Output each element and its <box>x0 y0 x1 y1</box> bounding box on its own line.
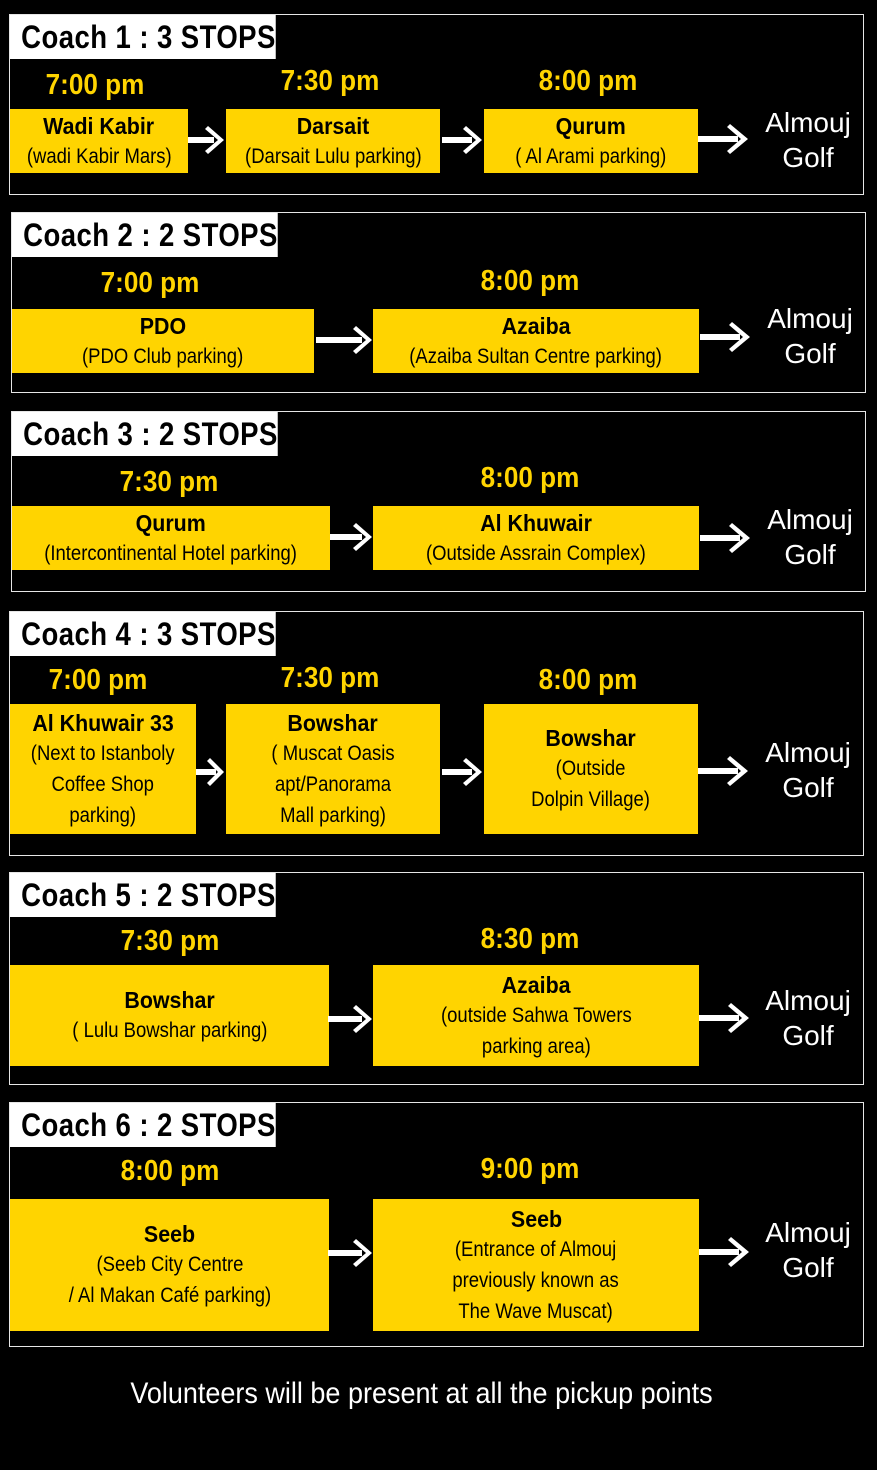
destination-label <box>755 301 865 371</box>
stop-time: 9:00 pm <box>480 1153 580 1185</box>
destination-line2: Golf <box>782 1252 834 1283</box>
stop-time: 8:00 pm <box>120 1155 220 1187</box>
stop-name: PDO <box>139 312 187 339</box>
stop-time: 7:00 pm <box>45 69 145 101</box>
stop-detail: (Intercontinental Hotel parking) <box>44 541 298 565</box>
arrow-right-icon <box>196 756 226 788</box>
stop-name: Seeb <box>510 1205 562 1232</box>
coach-3-panel <box>11 411 866 592</box>
stop-time: 7:30 pm <box>119 466 219 498</box>
destination-line1: Almouj <box>767 303 853 334</box>
destination-line2: Golf <box>782 142 834 173</box>
stop-box-azaiba <box>373 965 699 1066</box>
stop-box-al-khuwair-33 <box>10 704 196 834</box>
stop-time: 7:30 pm <box>280 662 380 694</box>
stop-name: Bowshar <box>545 725 637 751</box>
arrow-right-icon <box>442 756 484 788</box>
coach-title: Coach 2 : 2 STOPS <box>12 213 278 257</box>
arrow-right-icon <box>188 124 226 156</box>
destination-label <box>753 735 863 805</box>
stop-name: Seeb <box>143 1221 196 1247</box>
destination-line2: Golf <box>784 338 836 369</box>
destination-line1: Almouj <box>767 504 853 535</box>
destination-line2: Golf <box>784 539 836 570</box>
stop-name: Bowshar <box>287 709 379 736</box>
coach-2-panel <box>11 212 866 393</box>
stop-detail: (Outside Assrain Complex) <box>426 541 646 565</box>
destination-label <box>755 502 865 572</box>
stop-detail: (wadi Kabir Mars) <box>26 144 172 168</box>
arrow-right-icon <box>328 1003 374 1035</box>
stop-box-bowshar <box>10 965 329 1066</box>
stop-time: 8:00 pm <box>538 664 638 696</box>
stop-detail: (Outside Dolpin Village) <box>531 757 651 811</box>
stop-box-al-khuwair <box>373 506 699 570</box>
stop-name: Wadi Kabir <box>43 112 155 139</box>
stop-box-qurum <box>484 109 698 173</box>
stop-box-bowshar-dolpin <box>484 704 698 834</box>
stop-detail: (Entrance of Almouj previously known as The Wave Muscat) <box>452 1237 620 1323</box>
stop-time: 8:00 pm <box>480 462 580 494</box>
stop-name: Bowshar <box>124 987 215 1013</box>
stop-box-bowshar-oasis <box>226 704 440 834</box>
stop-time: 7:00 pm <box>48 664 148 696</box>
destination-line1: Almouj <box>765 737 851 768</box>
stop-box-azaiba <box>373 309 699 373</box>
destination-label <box>753 105 863 175</box>
stop-detail: (Darsait Lulu parking) <box>244 144 422 168</box>
stop-name: Al Khuwair 33 <box>32 709 174 736</box>
stop-time: 7:30 pm <box>280 65 380 97</box>
stop-detail: (Seeb City Centre / Al Makan Café parking) <box>68 1253 271 1307</box>
destination-label <box>753 983 863 1053</box>
arrow-right-icon <box>700 521 752 555</box>
coach-5-panel <box>9 872 864 1085</box>
arrow-right-icon <box>328 1237 374 1269</box>
stop-detail: ( Al Arami parking) <box>515 144 667 168</box>
stop-detail: ( Lulu Bowshar parking) <box>71 1019 268 1042</box>
stop-name: Qurum <box>555 112 627 139</box>
arrow-right-icon <box>442 124 484 156</box>
stop-name: Darsait <box>296 112 370 139</box>
stop-time: 7:30 pm <box>120 925 220 957</box>
coach-title: Coach 3 : 2 STOPS <box>12 412 278 456</box>
stop-detail: (PDO Club parking) <box>82 344 244 368</box>
coach-1-panel <box>9 14 864 195</box>
stop-box-qurum <box>12 506 330 570</box>
coach-title: Coach 5 : 2 STOPS <box>10 873 276 917</box>
coach-title: Coach 6 : 2 STOPS <box>10 1103 276 1147</box>
stop-box-darsait <box>226 109 440 173</box>
destination-label <box>753 1215 863 1285</box>
coach-title: Coach 4 : 3 STOPS <box>10 612 276 656</box>
destination-line1: Almouj <box>765 985 851 1016</box>
destination-line1: Almouj <box>765 107 851 138</box>
arrow-right-icon <box>699 1235 751 1269</box>
stop-box-pdo <box>12 309 314 373</box>
stop-box-seeb-almouj <box>373 1199 699 1331</box>
arrow-right-icon <box>330 521 374 553</box>
arrow-right-icon <box>699 1001 751 1035</box>
footer-note: Volunteers will be present at all the pickup points <box>130 1377 713 1410</box>
coach-6-panel <box>9 1102 864 1347</box>
destination-line2: Golf <box>782 1020 834 1051</box>
stop-detail: ( Muscat Oasis apt/Panorama Mall parking) <box>271 741 395 827</box>
stop-name: Azaiba <box>501 312 571 339</box>
destination-line2: Golf <box>782 772 834 803</box>
destination-line1: Almouj <box>765 1217 851 1248</box>
coach-4-panel <box>9 611 864 856</box>
arrow-right-icon <box>698 754 750 788</box>
stop-name: Azaiba <box>501 971 571 998</box>
stop-detail: (Azaiba Sultan Centre parking) <box>409 344 663 368</box>
stop-box-wadi-kabir <box>10 109 188 173</box>
stop-time: 8:30 pm <box>480 923 580 955</box>
stop-time: 8:00 pm <box>538 65 638 97</box>
stop-time: 7:00 pm <box>100 267 200 299</box>
stop-name: Al Khuwair <box>480 509 592 536</box>
arrow-right-icon <box>700 320 752 354</box>
stop-name: Qurum <box>135 509 207 536</box>
arrow-right-icon <box>698 122 750 156</box>
arrow-right-icon <box>316 324 374 356</box>
stop-detail: (Next to Istanboly Coffee Shop parking) <box>31 741 175 827</box>
stop-time: 8:00 pm <box>480 265 580 297</box>
coach-title: Coach 1 : 3 STOPS <box>10 15 276 59</box>
stop-detail: (outside Sahwa Towers parking area) <box>440 1003 632 1058</box>
stop-box-seeb-city-centre <box>10 1199 329 1331</box>
